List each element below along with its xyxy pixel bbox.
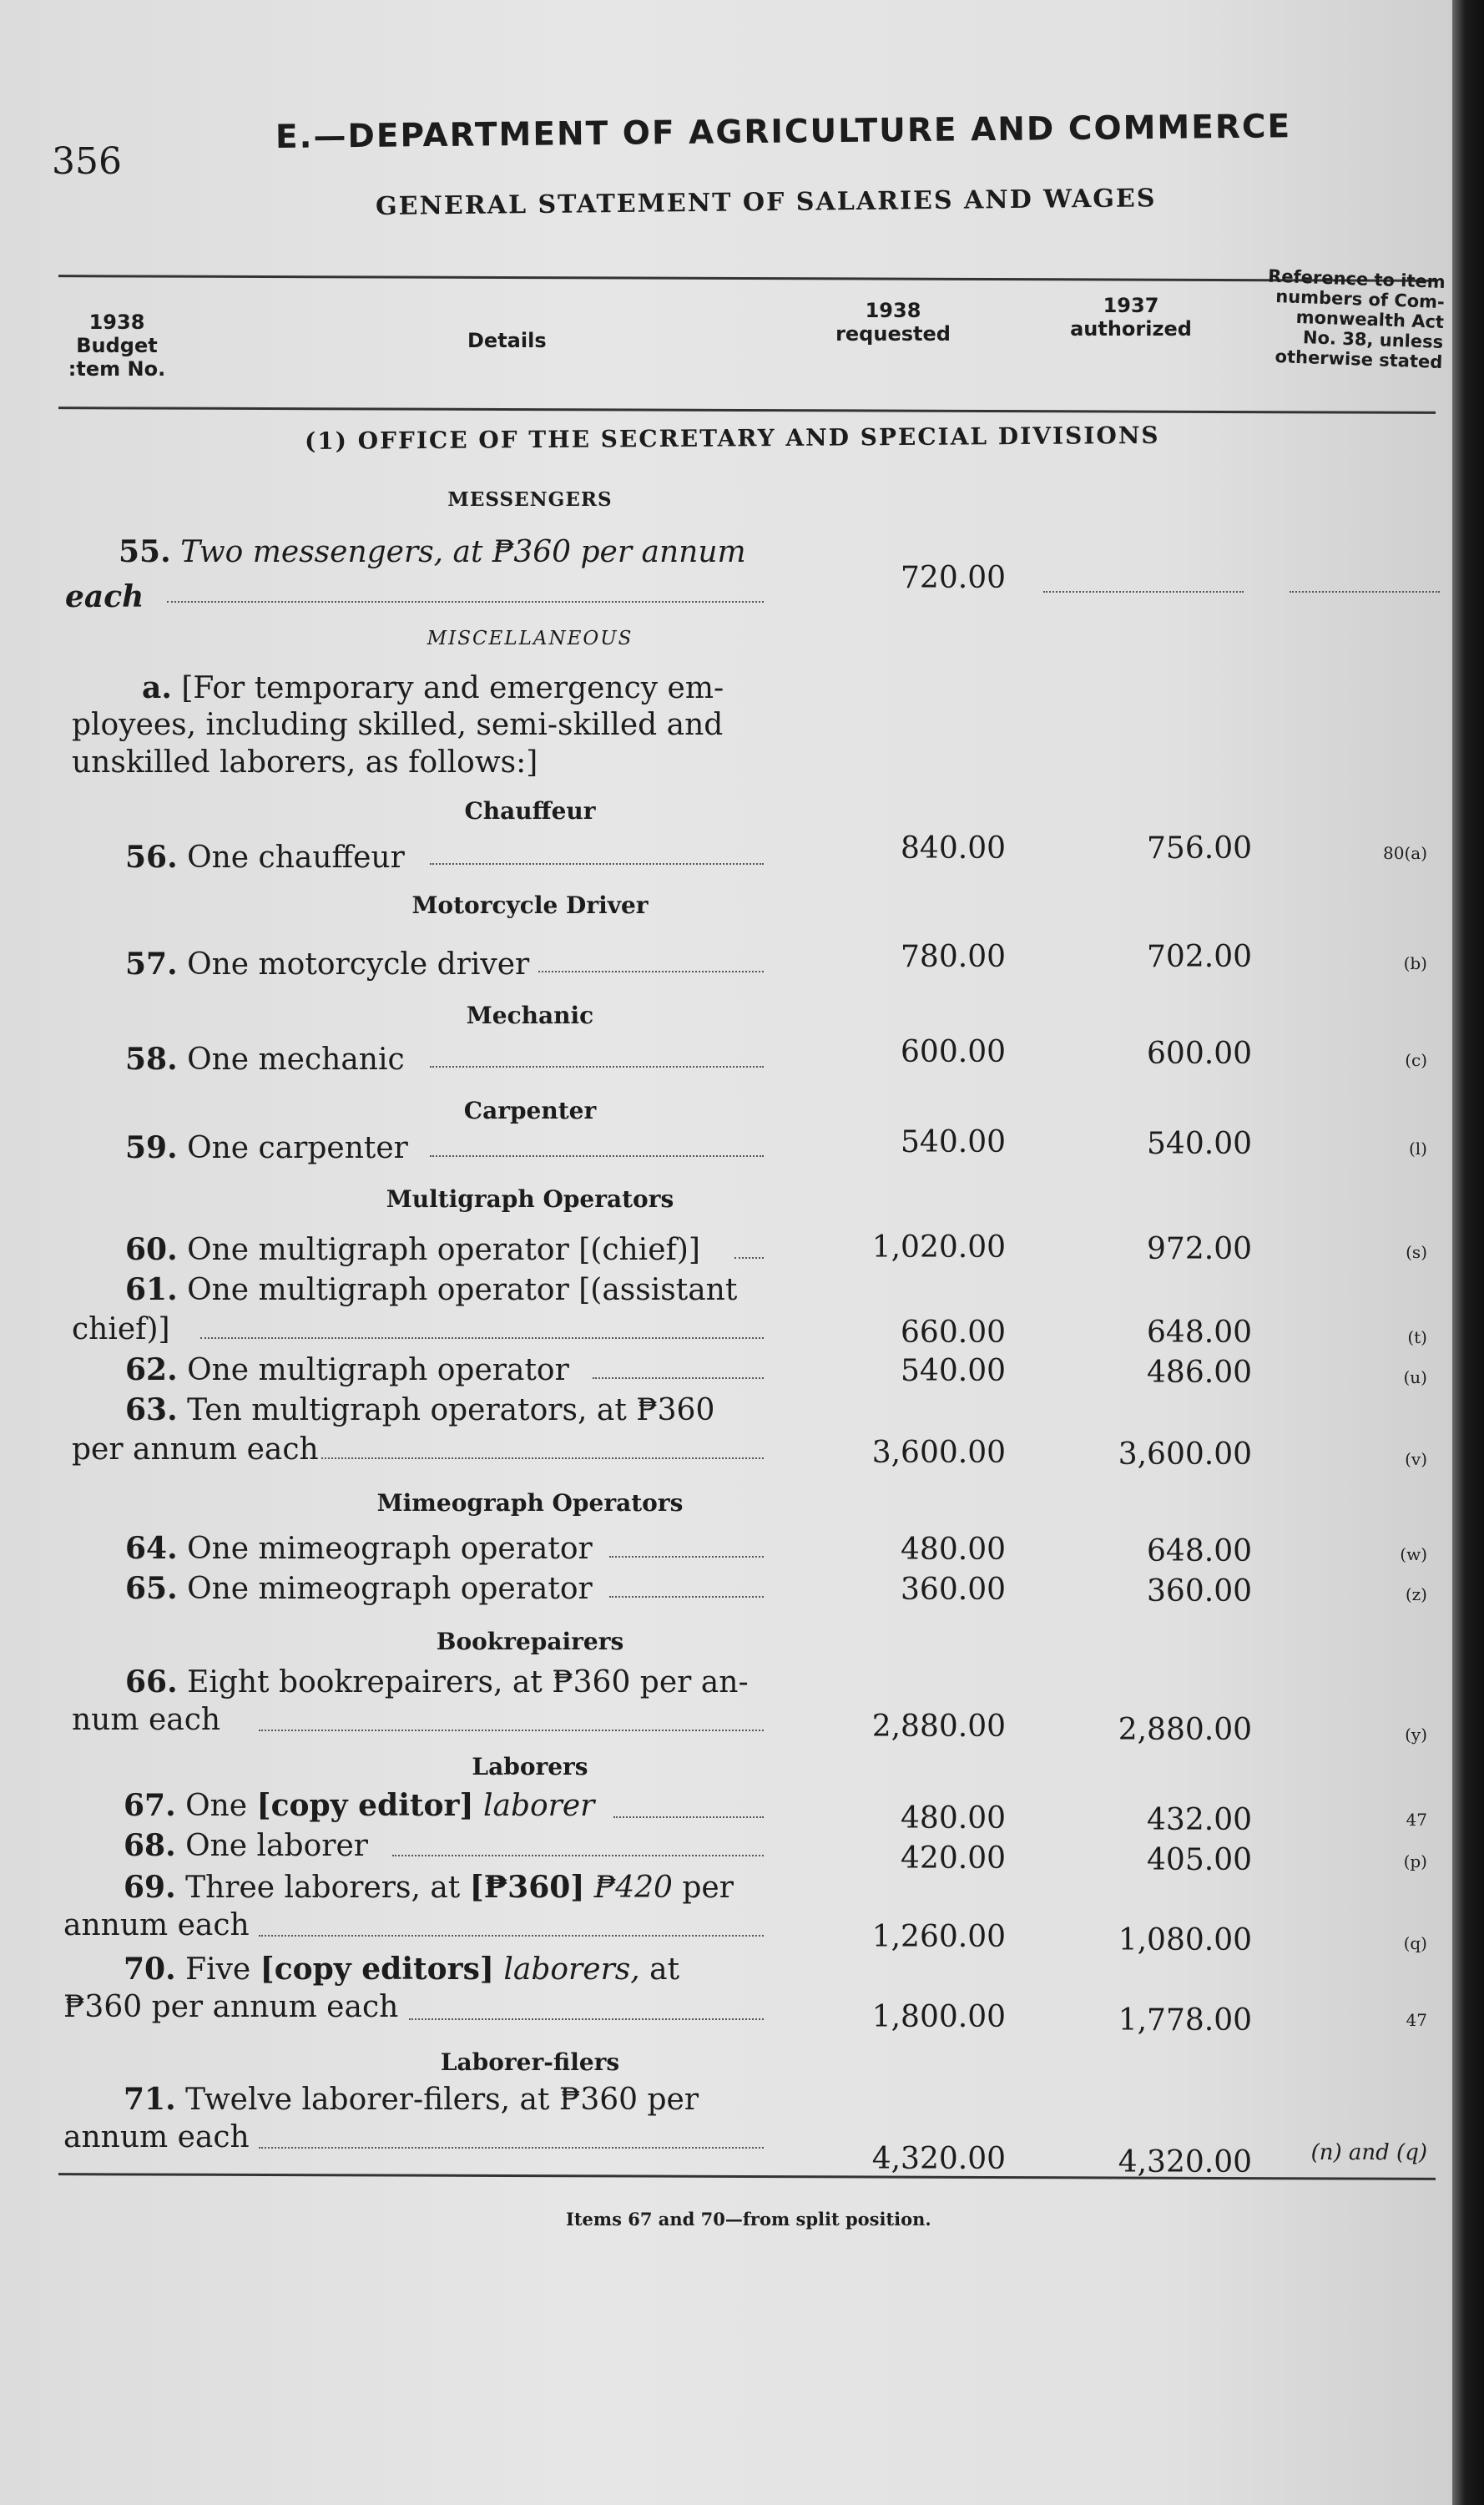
item-65-reference: (z) bbox=[1405, 1584, 1427, 1604]
item-71-authorized: 4,320.00 bbox=[1118, 2145, 1252, 2179]
item-58-authorized: 600.00 bbox=[1147, 1037, 1252, 1071]
item-62-text: 62. One multigraph operator bbox=[125, 1352, 569, 1387]
section-heading-chauffeur: Chauffeur bbox=[464, 797, 596, 825]
section-heading-multigraph-operators: Multigraph Operators bbox=[386, 1185, 674, 1213]
item-71-line2: annum each bbox=[63, 2120, 250, 2154]
leader-dots bbox=[538, 971, 764, 972]
item-62-reference: (u) bbox=[1403, 1367, 1427, 1387]
item-68-requested: 420.00 bbox=[901, 1841, 1006, 1876]
column-header-1938-requested: 1938 requested bbox=[835, 299, 951, 346]
item-60-requested: 1,020.00 bbox=[871, 1230, 1006, 1265]
page-number: 356 bbox=[52, 140, 122, 183]
item-67-requested: 480.00 bbox=[901, 1801, 1006, 1836]
item-67-reference: 47 bbox=[1406, 1810, 1427, 1830]
item-66-line2: num each bbox=[72, 1703, 221, 1737]
item-56-authorized: 756.00 bbox=[1147, 831, 1252, 866]
section-heading-bookrepairers: Bookrepairers bbox=[436, 1628, 624, 1655]
item-63-reference: (v) bbox=[1405, 1449, 1427, 1469]
section-heading-mimeograph-operators: Mimeograph Operators bbox=[376, 1489, 684, 1517]
leader-dots bbox=[593, 1377, 764, 1379]
leader-dots bbox=[167, 601, 764, 603]
item-59-requested: 540.00 bbox=[901, 1125, 1006, 1159]
blank-reference-dots bbox=[1290, 591, 1440, 593]
leader-dots bbox=[259, 1730, 764, 1731]
section-heading-laborers: Laborers bbox=[472, 1753, 588, 1780]
section-heading-mechanic: Mechanic bbox=[466, 1002, 594, 1029]
item-63-requested: 3,600.00 bbox=[871, 1436, 1006, 1470]
item-61-authorized: 648.00 bbox=[1147, 1316, 1252, 1350]
item-71-line1: 71. Twelve laborer-filers, at ₱360 per bbox=[124, 2082, 699, 2117]
leader-dots bbox=[430, 863, 764, 865]
item-57-authorized: 702.00 bbox=[1147, 940, 1252, 974]
item-71-requested: 4,320.00 bbox=[871, 2142, 1006, 2176]
column-header-reference: Reference to item numbers of Com- monwealth Act No. 38, unless otherwise stated bbox=[1267, 265, 1446, 372]
item-63-line2: per annum each bbox=[72, 1432, 319, 1467]
leader-dots bbox=[609, 1596, 764, 1598]
leader-dots bbox=[409, 2018, 764, 2020]
item-69-requested: 1,260.00 bbox=[871, 1920, 1006, 1954]
item-62-requested: 540.00 bbox=[901, 1354, 1006, 1388]
item-68-authorized: 405.00 bbox=[1147, 1843, 1252, 1877]
statement-title: GENERAL STATEMENT OF SALARIES AND WAGES bbox=[375, 184, 1157, 221]
item-65-authorized: 360.00 bbox=[1147, 1574, 1252, 1609]
item-65-text: 65. One mimeograph operator bbox=[125, 1571, 593, 1606]
misc-a-line3: unskilled laborers, as follows:] bbox=[72, 745, 538, 780]
item-70-reference: 47 bbox=[1406, 2010, 1427, 2030]
item-71-reference: (n) and (q) bbox=[1310, 2140, 1427, 2165]
item-61-reference: (t) bbox=[1407, 1327, 1427, 1347]
item-63-authorized: 3,600.00 bbox=[1118, 1437, 1252, 1472]
item-56-requested: 840.00 bbox=[901, 831, 1006, 866]
leader-dots bbox=[734, 1257, 764, 1259]
leader-dots bbox=[259, 2147, 764, 2149]
item-55-line2: each bbox=[65, 579, 144, 614]
section-heading-carpenter: Carpenter bbox=[463, 1097, 597, 1124]
item-70-requested: 1,800.00 bbox=[871, 2000, 1006, 2034]
section-heading-laborer-filers: Laborer-filers bbox=[440, 2048, 620, 2076]
item-60-text: 60. One multigraph operator [(chief)] bbox=[125, 1232, 700, 1267]
item-57-requested: 780.00 bbox=[901, 940, 1006, 974]
footnote: Items 67 and 70—from split position. bbox=[566, 2209, 931, 2230]
leader-dots bbox=[392, 1855, 764, 1856]
item-59-authorized: 540.00 bbox=[1147, 1127, 1252, 1161]
item-57-reference: (b) bbox=[1403, 953, 1427, 973]
item-66-requested: 2,880.00 bbox=[871, 1710, 1006, 1744]
department-title: E.—DEPARTMENT OF AGRICULTURE AND COMMERCE bbox=[275, 108, 1292, 156]
item-68-reference: (p) bbox=[1403, 1851, 1427, 1871]
item-69-line2: annum each bbox=[63, 1908, 250, 1942]
item-60-reference: (s) bbox=[1406, 1242, 1427, 1262]
item-59-text: 59. One carpenter bbox=[125, 1130, 408, 1165]
item-64-reference: (w) bbox=[1400, 1544, 1427, 1564]
item-61-requested: 660.00 bbox=[901, 1316, 1006, 1350]
item-65-requested: 360.00 bbox=[901, 1573, 1006, 1607]
item-57-text: 57. One motorcycle driver bbox=[125, 947, 530, 982]
leader-dots bbox=[259, 1935, 764, 1937]
item-69-authorized: 1,080.00 bbox=[1118, 1923, 1252, 1957]
item-64-requested: 480.00 bbox=[901, 1533, 1006, 1567]
leader-dots bbox=[430, 1155, 764, 1157]
item-68-text: 68. One laborer bbox=[124, 1828, 368, 1863]
item-66-line1: 66. Eight bookrepairers, at ₱360 per an- bbox=[125, 1664, 749, 1699]
leader-dots bbox=[430, 1066, 764, 1068]
item-55-line1: 55. Two messengers, at ₱360 per annum bbox=[119, 534, 746, 569]
item-62-authorized: 486.00 bbox=[1147, 1356, 1252, 1390]
column-header-1937-authorized: 1937 authorized bbox=[1070, 294, 1192, 341]
item-69-line1: 69. Three laborers, at [₱360] ₱420 per bbox=[124, 1870, 734, 1905]
item-58-text: 58. One mechanic bbox=[125, 1042, 405, 1077]
item-64-authorized: 648.00 bbox=[1147, 1534, 1252, 1568]
item-58-reference: (c) bbox=[1405, 1050, 1427, 1070]
office-heading: (1) OFFICE OF THE SECRETARY AND SPECIAL DIVISIONS bbox=[304, 421, 1160, 455]
leader-dots bbox=[609, 1556, 764, 1558]
item-63-line1: 63. Ten multigraph operators, at ₱360 bbox=[125, 1392, 715, 1427]
item-61-line2: chief)] bbox=[72, 1312, 170, 1346]
leader-dots bbox=[613, 1816, 764, 1818]
item-70-line1: 70. Five [copy editors] laborers, at bbox=[124, 1952, 680, 1987]
leader-dots bbox=[200, 1337, 764, 1339]
section-heading-motorcycle-driver: Motorcycle Driver bbox=[411, 891, 649, 919]
section-heading-messengers: MESSENGERS bbox=[447, 488, 613, 511]
item-58-requested: 600.00 bbox=[901, 1035, 1006, 1069]
blank-authorized-dots bbox=[1043, 591, 1244, 593]
item-70-line2: ₱360 per annum each bbox=[63, 1990, 399, 2024]
item-64-text: 64. One mimeograph operator bbox=[125, 1531, 593, 1566]
item-61-line1: 61. One multigraph operator [(assistant bbox=[125, 1272, 738, 1307]
item-60-authorized: 972.00 bbox=[1147, 1232, 1252, 1266]
section-heading-miscellaneous: MISCELLANEOUS bbox=[427, 628, 633, 649]
column-header-details: Details bbox=[467, 329, 547, 352]
page-edge-shadow bbox=[1452, 0, 1484, 2505]
item-55-requested: 720.00 bbox=[901, 561, 1006, 595]
item-67-text: 67. One [copy editor] laborer bbox=[124, 1788, 595, 1823]
item-70-authorized: 1,778.00 bbox=[1118, 2003, 1252, 2038]
item-56-reference: 80(a) bbox=[1383, 843, 1427, 863]
item-66-reference: (y) bbox=[1405, 1725, 1427, 1745]
item-59-reference: (l) bbox=[1408, 1139, 1427, 1159]
item-67-authorized: 432.00 bbox=[1147, 1803, 1252, 1837]
item-56-text: 56. One chauffeur bbox=[125, 840, 405, 875]
column-header-item-no: 1938 Budget :tem No. bbox=[68, 311, 166, 381]
leader-dots bbox=[321, 1457, 764, 1459]
item-66-authorized: 2,880.00 bbox=[1118, 1713, 1252, 1747]
misc-a-line1: a. [For temporary and emergency em- bbox=[142, 670, 724, 705]
misc-a-line2: ployees, including skilled, semi-skilled and bbox=[72, 708, 724, 742]
item-69-reference: (q) bbox=[1403, 1933, 1427, 1953]
